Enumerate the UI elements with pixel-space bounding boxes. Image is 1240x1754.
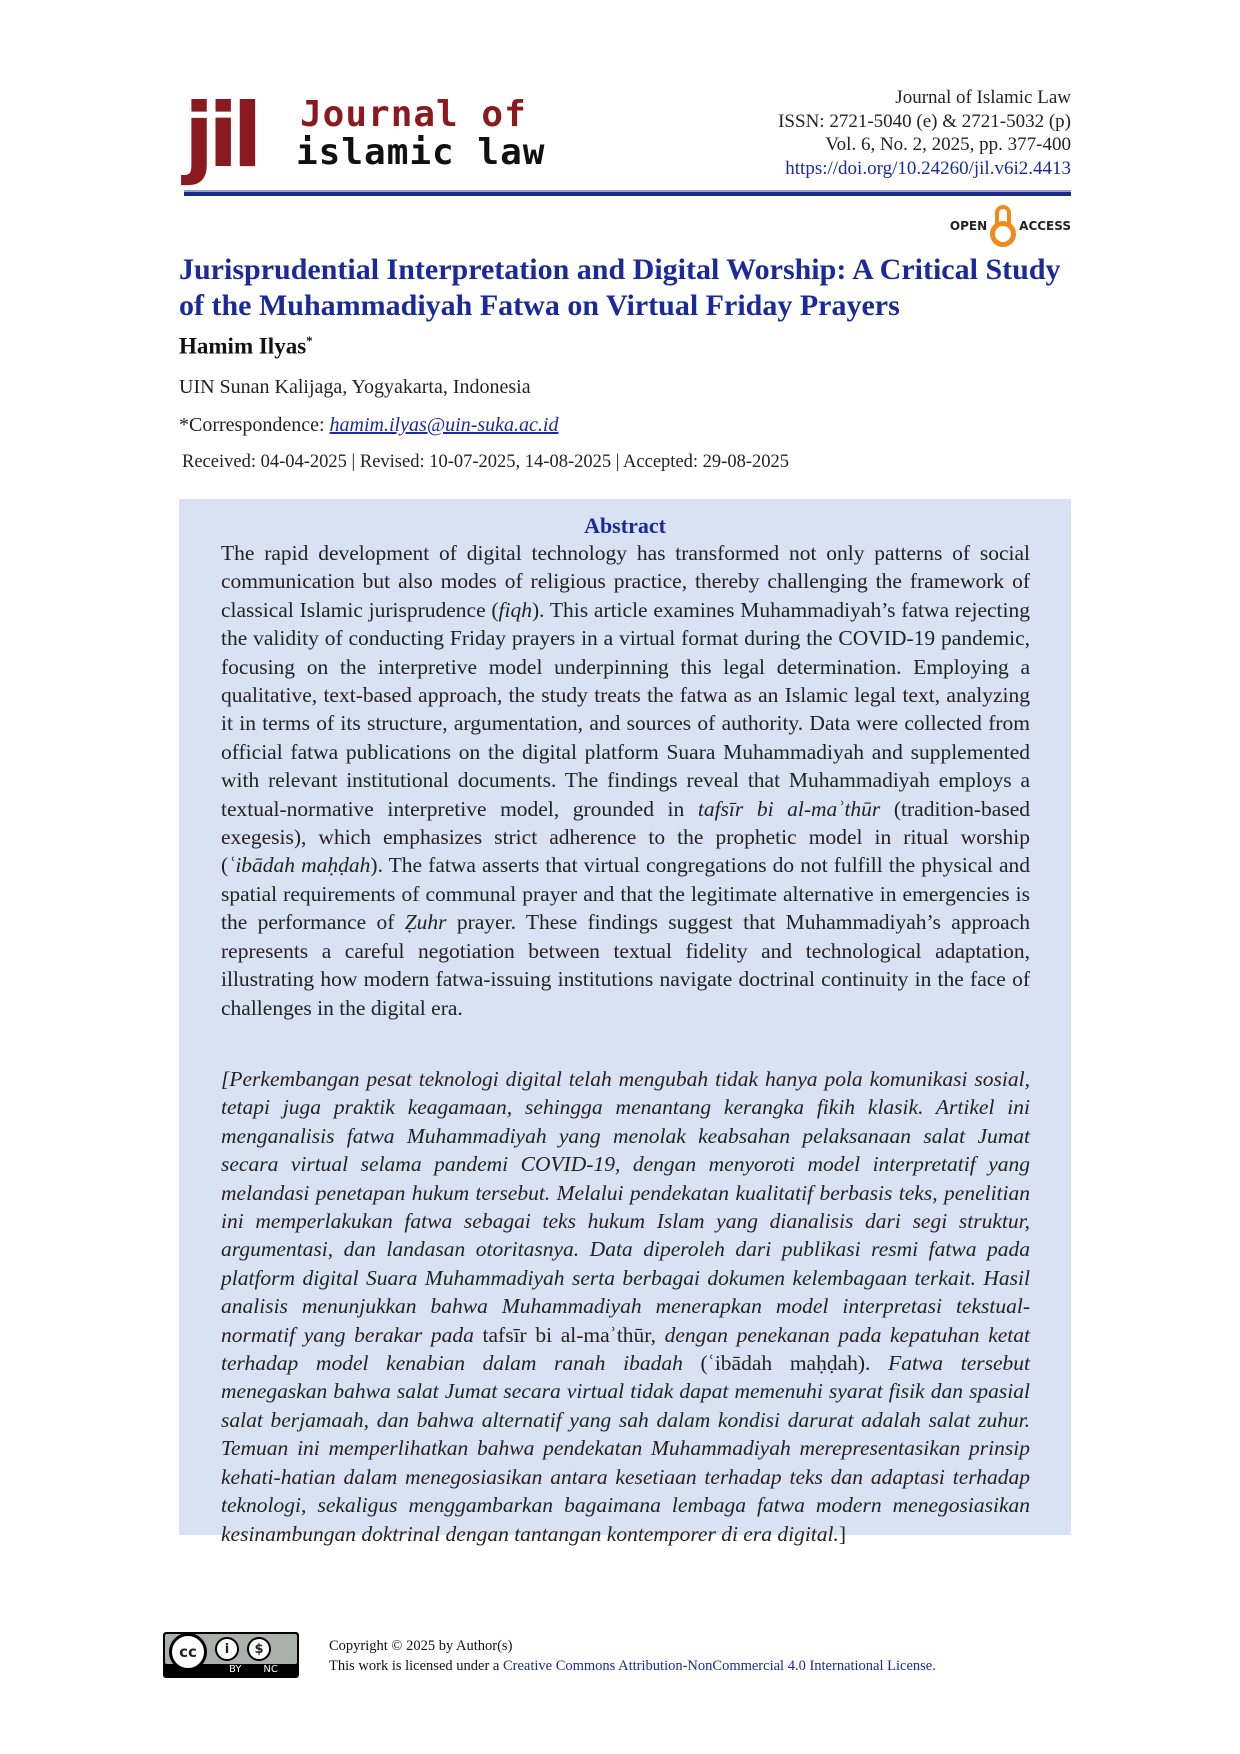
term: fiqh (498, 597, 532, 622)
abstract-english (221, 539, 1030, 1022)
copyright: Copyright © 2025 by Author(s) (329, 1638, 513, 1654)
author-name: Hamim Ilyas (179, 333, 307, 359)
open-access-badge (950, 203, 1071, 249)
text: prayer. These findings suggest that Muhammadiyah’s approach represents a careful negotiation between textual fidelity and technological adaptation, illustrating how modern fatwa-issuing institutions navigate doctrinal continuity in the face of challenges in the digital era. (221, 910, 1030, 1020)
journal-meta (778, 86, 1071, 180)
correspondence-email[interactable]: hamim.ilyas@uin-suka.ac.id (329, 414, 559, 436)
author-mark: * (306, 333, 313, 348)
text: [Perkembangan pesat teknologi digital telah mengubah tidak hanya pola komunikasi sosial, tetapi juga praktik keagamaan, sehingga menantang kerangka fikih klasik. Artikel ini menganalisis fatwa Muhammadiyah yang menolak keabsahan pelaksanaan salat Jumat secara virtual selama pandemi COVID-19, dengan menyoroti model interpretatif yang melandasi penetapan hukum tersebut. Melalui pendekatan kualitatif berbasis teks, penelitian ini memperlakukan fatwa sebagai teks hukum Islam yang dianalisis dari segi struktur, argumentasi, dan landasan otoritasnya. Data diperoleh dari publikasi resmi fatwa pada platform digital Suara Muhammadiyah serta berbagai dokumen kelembagaan terkait. Hasil analisis menunjukkan bahwa Muhammadiyah menerapkan model interpretasi tekstual-normatif yang berakar pada (221, 1067, 1030, 1347)
correspondence-label: *Correspondence: (179, 414, 325, 436)
copyright-notice (329, 1636, 936, 1676)
text: The rapid development of digital technology has transformed not only patterns of social communication but also modes of religious practice, thereby challenging the framework of classical Islamic jurisprudence ( (221, 541, 1030, 622)
open-label: OPEN (949, 219, 988, 233)
access-label: ACCESS (1019, 219, 1071, 233)
affiliation: UIN Sunan Kalijaga, Yogyakarta, Indonesia (179, 376, 531, 398)
issn: ISSN: 2721-5040 (e) & 2721-5032 (p) (778, 110, 1071, 132)
term: tafsīr bi al-maʾthūr (697, 796, 881, 821)
cc-icon: cc (169, 1633, 207, 1671)
journal-logo (184, 84, 574, 187)
term: tafsīr bi al-maʾthūr, (482, 1322, 656, 1347)
abstract-box (179, 499, 1071, 1546)
author (179, 333, 313, 360)
by-label: BY (229, 1664, 242, 1675)
attribution-icon: i (215, 1637, 239, 1661)
abstract-heading: Abstract (584, 513, 666, 538)
nc-label: NC (263, 1664, 278, 1675)
open-lock-icon (990, 205, 1016, 247)
logo-line1: Journal of (300, 94, 527, 135)
text: ). This article examines Muhammadiyah’s fatwa rejecting the validity of conducting Friday prayers in a virtual format during the COVID-19 pandemic, focusing on the interpretive model underpinning this legal determination. Employing a qualitative, text-based approach, the study treats the fatwa as an Islamic legal text, analyzing it in terms of its structure, argumentation, and sources of authority. Data were collected from official fatwa publications on the digital platform Suara Muhammadiyah and supplemented with relevant institutional documents. The findings reveal that Muhammadiyah employs a textual-normative interpretive model, grounded in (221, 597, 1030, 821)
volume-info: Vol. 6, No. 2, 2025, pp. 377-400 (825, 134, 1071, 155)
abstract-indonesian (221, 1065, 1030, 1548)
cc-license-badge[interactable] (163, 1632, 299, 1678)
article-title: Jurisprudential Interpretation and Digital Worship: A Critical Study of the Muhammadiyah Fatwa on Virtual Friday Prayers (179, 253, 1061, 322)
term: (ʿibādah maḥḍah). (700, 1351, 871, 1376)
correspondence (179, 414, 558, 437)
text: Fatwa tersebut menegaskan bahwa salat Jumat secara virtual tidak dapat memenuhi syarat fisik dan spasial salat berjamaah, dan bahwa alternatif yang sah dalam kondisi darurat adalah salat zuhur. Temuan ini memperlihatkan bahwa pendekatan Muhammadiyah merepresentasikan prinsip kehati-hatian dalam menegosiasikan antara kesetiaan terhadap teks dan adaptasi terhadap teknologi, sekaligus menggambarkan bagaimana lembaga fatwa modern menegosiasikan kesinambungan doktrinal dengan tantangan kontemporer di era digital. (221, 1351, 1030, 1546)
journal-name: Journal of Islamic Law (895, 87, 1071, 108)
license-prefix: This work is licensed under a (329, 1658, 503, 1674)
header-divider (184, 190, 1071, 196)
text: dengan penekanan pada kepatuhan ketat terhadap model kenabian dalam ranah ibadah (221, 1322, 1030, 1376)
term: Ẓuhr (404, 910, 447, 935)
logo-line2: islamic law (296, 132, 546, 173)
logo-mark: jil (184, 84, 257, 187)
article-dates: Received: 04-04-2025 | Revised: 10-07-2025, 14-08-2025 | Accepted: 29-08-2025 (182, 452, 789, 472)
license-link[interactable]: Creative Commons Attribution-NonCommercial 4.0 International License. (502, 1658, 936, 1674)
term: ʿibādah maḥḍah (228, 853, 371, 878)
text: ] (838, 1521, 847, 1546)
doi-link[interactable]: https://doi.org/10.24260/jil.v6i2.4413 (785, 157, 1071, 179)
text: (tradition-based exegesis), which emphasizes strict adherence to the prophetic model in ritual worship ( (221, 796, 1030, 878)
noncommercial-icon: $ (247, 1637, 271, 1661)
text: ). The fatwa asserts that virtual congregations do not fulfill the physical and spatial requirements of communal prayer and that the legitimate alternative in emergencies is the performance of (221, 853, 1030, 935)
